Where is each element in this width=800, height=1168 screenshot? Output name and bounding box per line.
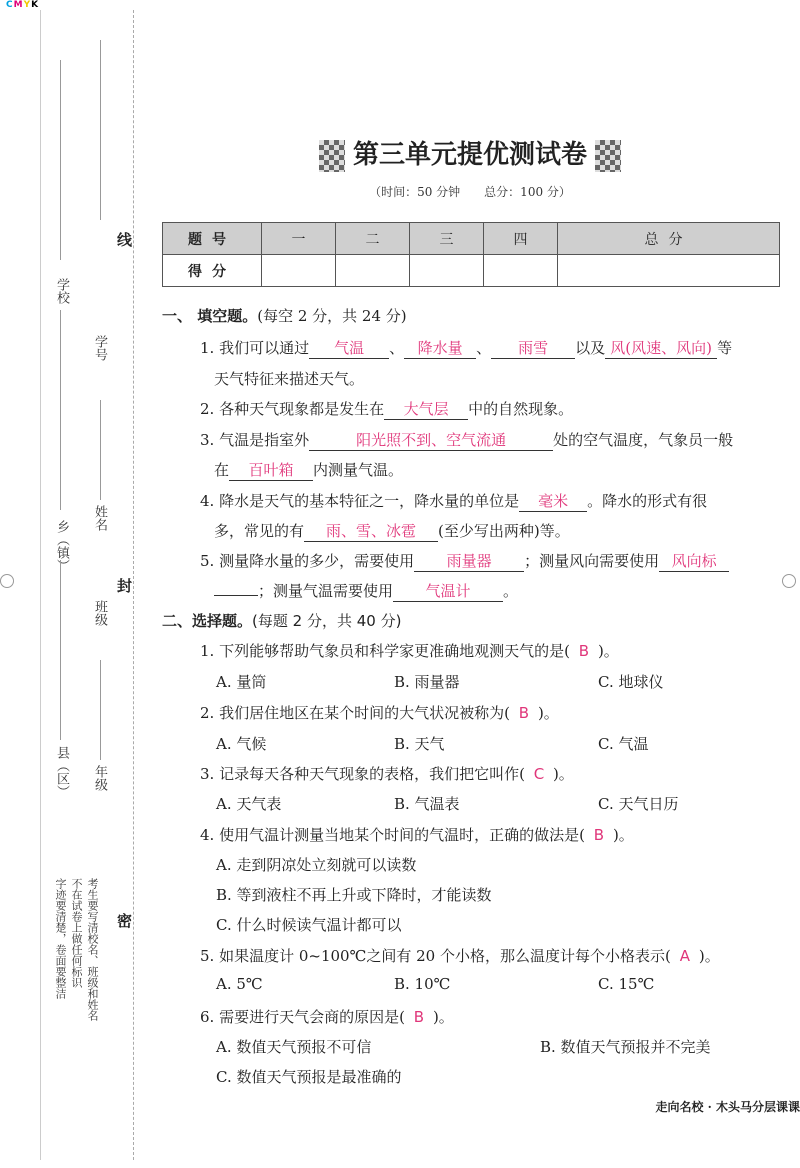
grade-line <box>100 660 101 760</box>
school-line <box>60 60 61 260</box>
score-col-4: 四 <box>484 223 558 255</box>
s2-q1-stem <box>200 640 619 661</box>
s1-q3-line2-start: 在 <box>214 461 230 479</box>
s2-q6-text: 6. 需要进行天气会商的原因是( <box>200 1008 405 1026</box>
s2-q2-text: 2. 我们居住地区在某个时间的大气状况被称为( <box>200 704 510 722</box>
s2-q3-answer[interactable]: C <box>533 765 545 783</box>
exam-info: （时间：50 分钟 总分：100 分） <box>369 185 571 199</box>
s1-q5-text: 5. 测量降水量的多少，需要使用 <box>200 552 415 570</box>
page-title-block <box>300 134 640 172</box>
s2-q1-option-a[interactable]: A. 量筒 <box>216 673 267 691</box>
s1-q4-mid: 。降水的形式有很 <box>587 492 708 510</box>
s2-q5-option-c[interactable]: C. 15℃ <box>598 975 655 993</box>
s1-q5-blank-2-cont <box>214 595 258 596</box>
s1-q4-line2-start: 多，常见的有 <box>214 522 305 540</box>
s2-q6-end: )。 <box>432 1008 454 1026</box>
s1-q5-line2-mid: ；测量气温需要使用 <box>258 582 394 600</box>
student-id-line <box>100 40 101 220</box>
s1-q1-sep-2: 、 <box>476 339 492 357</box>
s1-q4-end: (至少写出两种)等。 <box>438 522 570 540</box>
cmyk-m: M <box>13 0 24 10</box>
s2-q6-option-a[interactable]: A. 数值天气预报不可信 <box>216 1038 372 1056</box>
name-line <box>100 400 101 500</box>
s2-q5-answer[interactable]: A <box>679 947 690 965</box>
s2-q4-option-b[interactable]: B. 等到液柱不再上升或下降时，才能读数 <box>216 886 492 904</box>
s2-q4-option-c[interactable]: C. 什么时候读气温计都可以 <box>216 916 402 934</box>
student-id-label: 学号 <box>92 335 107 361</box>
town-line <box>60 310 61 510</box>
s1-q1-blank-2[interactable]: 降水量 <box>404 337 476 359</box>
s2-q2-end: )。 <box>537 704 559 722</box>
s2-q5-text: 5. 如果温度计 0~100℃之间有 20 个小格，那么温度计每个小格表示( <box>200 947 671 965</box>
score-table-row <box>163 255 780 287</box>
score-cell-4[interactable] <box>484 255 558 287</box>
s2-q1-answer[interactable]: B <box>578 642 590 660</box>
title-checker-right-icon <box>595 140 621 172</box>
score-cell-1[interactable] <box>262 255 336 287</box>
s1-q2-line <box>200 398 573 420</box>
s2-q6-answer[interactable]: B <box>413 1008 425 1026</box>
s2-q4-text: 4. 使用气温计测量当地某个时间的气温时，正确的做法是( <box>200 826 585 844</box>
s1-q1-end: 等 <box>717 339 733 357</box>
section1-note: (每空 2 分，共 24 分) <box>257 307 407 325</box>
grade-label: 年级 <box>92 765 107 791</box>
s2-q2-option-a[interactable]: A. 气候 <box>216 735 267 753</box>
school-label: 学校 <box>54 278 69 304</box>
cmyk-k: K <box>31 0 40 10</box>
s2-q1-option-c[interactable]: C. 地球仪 <box>598 673 664 691</box>
s1-q2-end: 中的自然现象。 <box>468 400 574 418</box>
s2-q4-answer[interactable]: B <box>593 826 605 844</box>
section1-title: 一、 填空题。 <box>162 307 258 325</box>
s1-q1-line1 <box>200 337 732 359</box>
score-cell-total[interactable] <box>558 255 780 287</box>
section2-heading <box>162 610 401 631</box>
footer-brand: 走向名校 · 木头马分层课课 <box>655 1100 800 1114</box>
section2-title: 二、选择题。 <box>162 612 253 630</box>
s2-q2-option-b[interactable]: B. 天气 <box>394 735 445 753</box>
s1-q4-blank-2[interactable]: 雨、雪、冰雹 <box>304 520 438 542</box>
page-title: 第三单元提优测试卷 <box>352 140 587 170</box>
score-col-total: 总分 <box>558 223 780 255</box>
s1-q3-blank-2[interactable]: 百叶箱 <box>229 459 313 481</box>
section2-note: (每题 2 分，共 40 分) <box>252 612 402 630</box>
s1-q1-text: 1. 我们可以通过 <box>200 339 310 357</box>
seal-char-mi: 密 <box>115 913 133 928</box>
s2-q6-stem <box>200 1006 454 1027</box>
s2-q5-option-a[interactable]: A. 5℃ <box>216 975 263 993</box>
s1-q3-blank-1[interactable]: 阳光照不到、空气流通 <box>309 429 553 451</box>
s2-q5-stem <box>200 945 720 966</box>
s2-q1-option-b[interactable]: B. 雨量器 <box>394 673 460 691</box>
s1-q5-line1 <box>200 550 729 572</box>
s2-q4-end: )。 <box>612 826 634 844</box>
s1-q3-end: 内测量气温。 <box>313 461 404 479</box>
seal-char-xian: 线 <box>115 232 133 247</box>
score-row-label: 得分 <box>163 255 262 287</box>
s2-q3-option-a[interactable]: A. 天气表 <box>216 795 282 813</box>
cmyk-y: Y <box>23 0 32 10</box>
s1-q3-mid: 处的空气温度，气象员一般 <box>553 431 734 449</box>
town-label: 乡（镇） <box>54 520 69 572</box>
score-table-header <box>163 223 780 255</box>
binding-edge-line <box>40 10 41 1160</box>
county-label: 县（区） <box>54 746 69 798</box>
s1-q5-blank-1[interactable]: 雨量器 <box>414 550 524 572</box>
s1-q3-line1 <box>200 429 733 451</box>
s1-q1-sep-3: 以及 <box>575 339 606 357</box>
s1-q4-line2 <box>214 520 570 542</box>
s2-q3-end: )。 <box>552 765 574 783</box>
s2-q3-option-b[interactable]: B. 气温表 <box>394 795 460 813</box>
score-col-1: 一 <box>262 223 336 255</box>
s1-q1-blank-3[interactable]: 雨雪 <box>491 337 575 359</box>
s2-q6-option-c[interactable]: C. 数值天气预报是最准确的 <box>216 1068 402 1086</box>
registration-mark-right <box>782 574 796 588</box>
cmyk-marker <box>6 0 39 10</box>
score-table <box>162 222 780 287</box>
score-cell-2[interactable] <box>336 255 410 287</box>
s1-q5-line2 <box>214 580 518 602</box>
s2-q5-end: )。 <box>698 947 720 965</box>
s2-q3-option-c[interactable]: C. 天气日历 <box>598 795 679 813</box>
cmyk-c: C <box>6 0 14 10</box>
notice-line-1: 考生要写清校名、班级和姓名 <box>86 878 99 1021</box>
county-line <box>60 560 61 740</box>
s1-q3-line2 <box>214 459 403 481</box>
s1-q4-text: 4. 降水是天气的基本特征之一，降水量的单位是 <box>200 492 520 510</box>
s2-q3-text: 3. 记录每天各种天气现象的表格，我们把它叫作( <box>200 765 525 783</box>
binding-notice <box>52 878 100 1021</box>
s1-q1-sep-1: 、 <box>389 339 405 357</box>
score-cell-3[interactable] <box>410 255 484 287</box>
score-col-2: 二 <box>336 223 410 255</box>
s2-q3-stem <box>200 763 574 784</box>
s2-q1-end: )。 <box>597 642 619 660</box>
s1-q1-blank-4[interactable]: 风(风速、风向) <box>605 337 717 359</box>
s1-q1-blank-1[interactable]: 气温 <box>309 337 389 359</box>
s2-q4-option-a[interactable]: A. 走到阴凉处立刻就可以读数 <box>216 856 417 874</box>
s2-q6-option-b[interactable]: B. 数值天气预报并不完美 <box>540 1038 711 1056</box>
name-label: 姓名 <box>92 505 107 531</box>
s1-q3-text: 3. 气温是指室外 <box>200 431 310 449</box>
class-label: 班级 <box>92 600 107 626</box>
s1-q5-end: 。 <box>503 582 519 600</box>
notice-line-3: 字迹要清楚，卷面要整洁 <box>54 878 67 999</box>
notice-line-2: 不在试卷上做任何标识 <box>70 878 83 988</box>
s1-q5-blank-3[interactable]: 气温计 <box>393 580 503 602</box>
s1-q2-text: 2. 各种天气现象都是发生在 <box>200 400 385 418</box>
score-col-3: 三 <box>410 223 484 255</box>
s1-q2-blank-1[interactable]: 大气层 <box>384 398 468 420</box>
s2-q5-option-b[interactable]: B. 10℃ <box>394 975 451 993</box>
s2-q1-text: 1. 下列能够帮助气象员和科学家更准确地观测天气的是( <box>200 642 570 660</box>
s1-q4-blank-1[interactable]: 毫米 <box>519 490 587 512</box>
s2-q2-option-c[interactable]: C. 气温 <box>598 735 649 753</box>
s1-q4-line1 <box>200 490 707 512</box>
score-table-header-label: 题号 <box>163 223 262 255</box>
section1-heading <box>162 305 407 326</box>
s1-q5-blank-2[interactable]: 风向标 <box>659 550 729 572</box>
s1-q1-line2: 天气特征来描述天气。 <box>214 370 365 388</box>
title-checker-left-icon <box>319 140 345 172</box>
s2-q2-stem <box>200 702 559 723</box>
s1-q5-mid: ；测量风向需要使用 <box>524 552 660 570</box>
seal-char-feng: 封 <box>115 578 133 593</box>
s2-q4-stem <box>200 824 634 845</box>
s2-q2-answer[interactable]: B <box>518 704 530 722</box>
registration-mark-left <box>0 574 14 588</box>
